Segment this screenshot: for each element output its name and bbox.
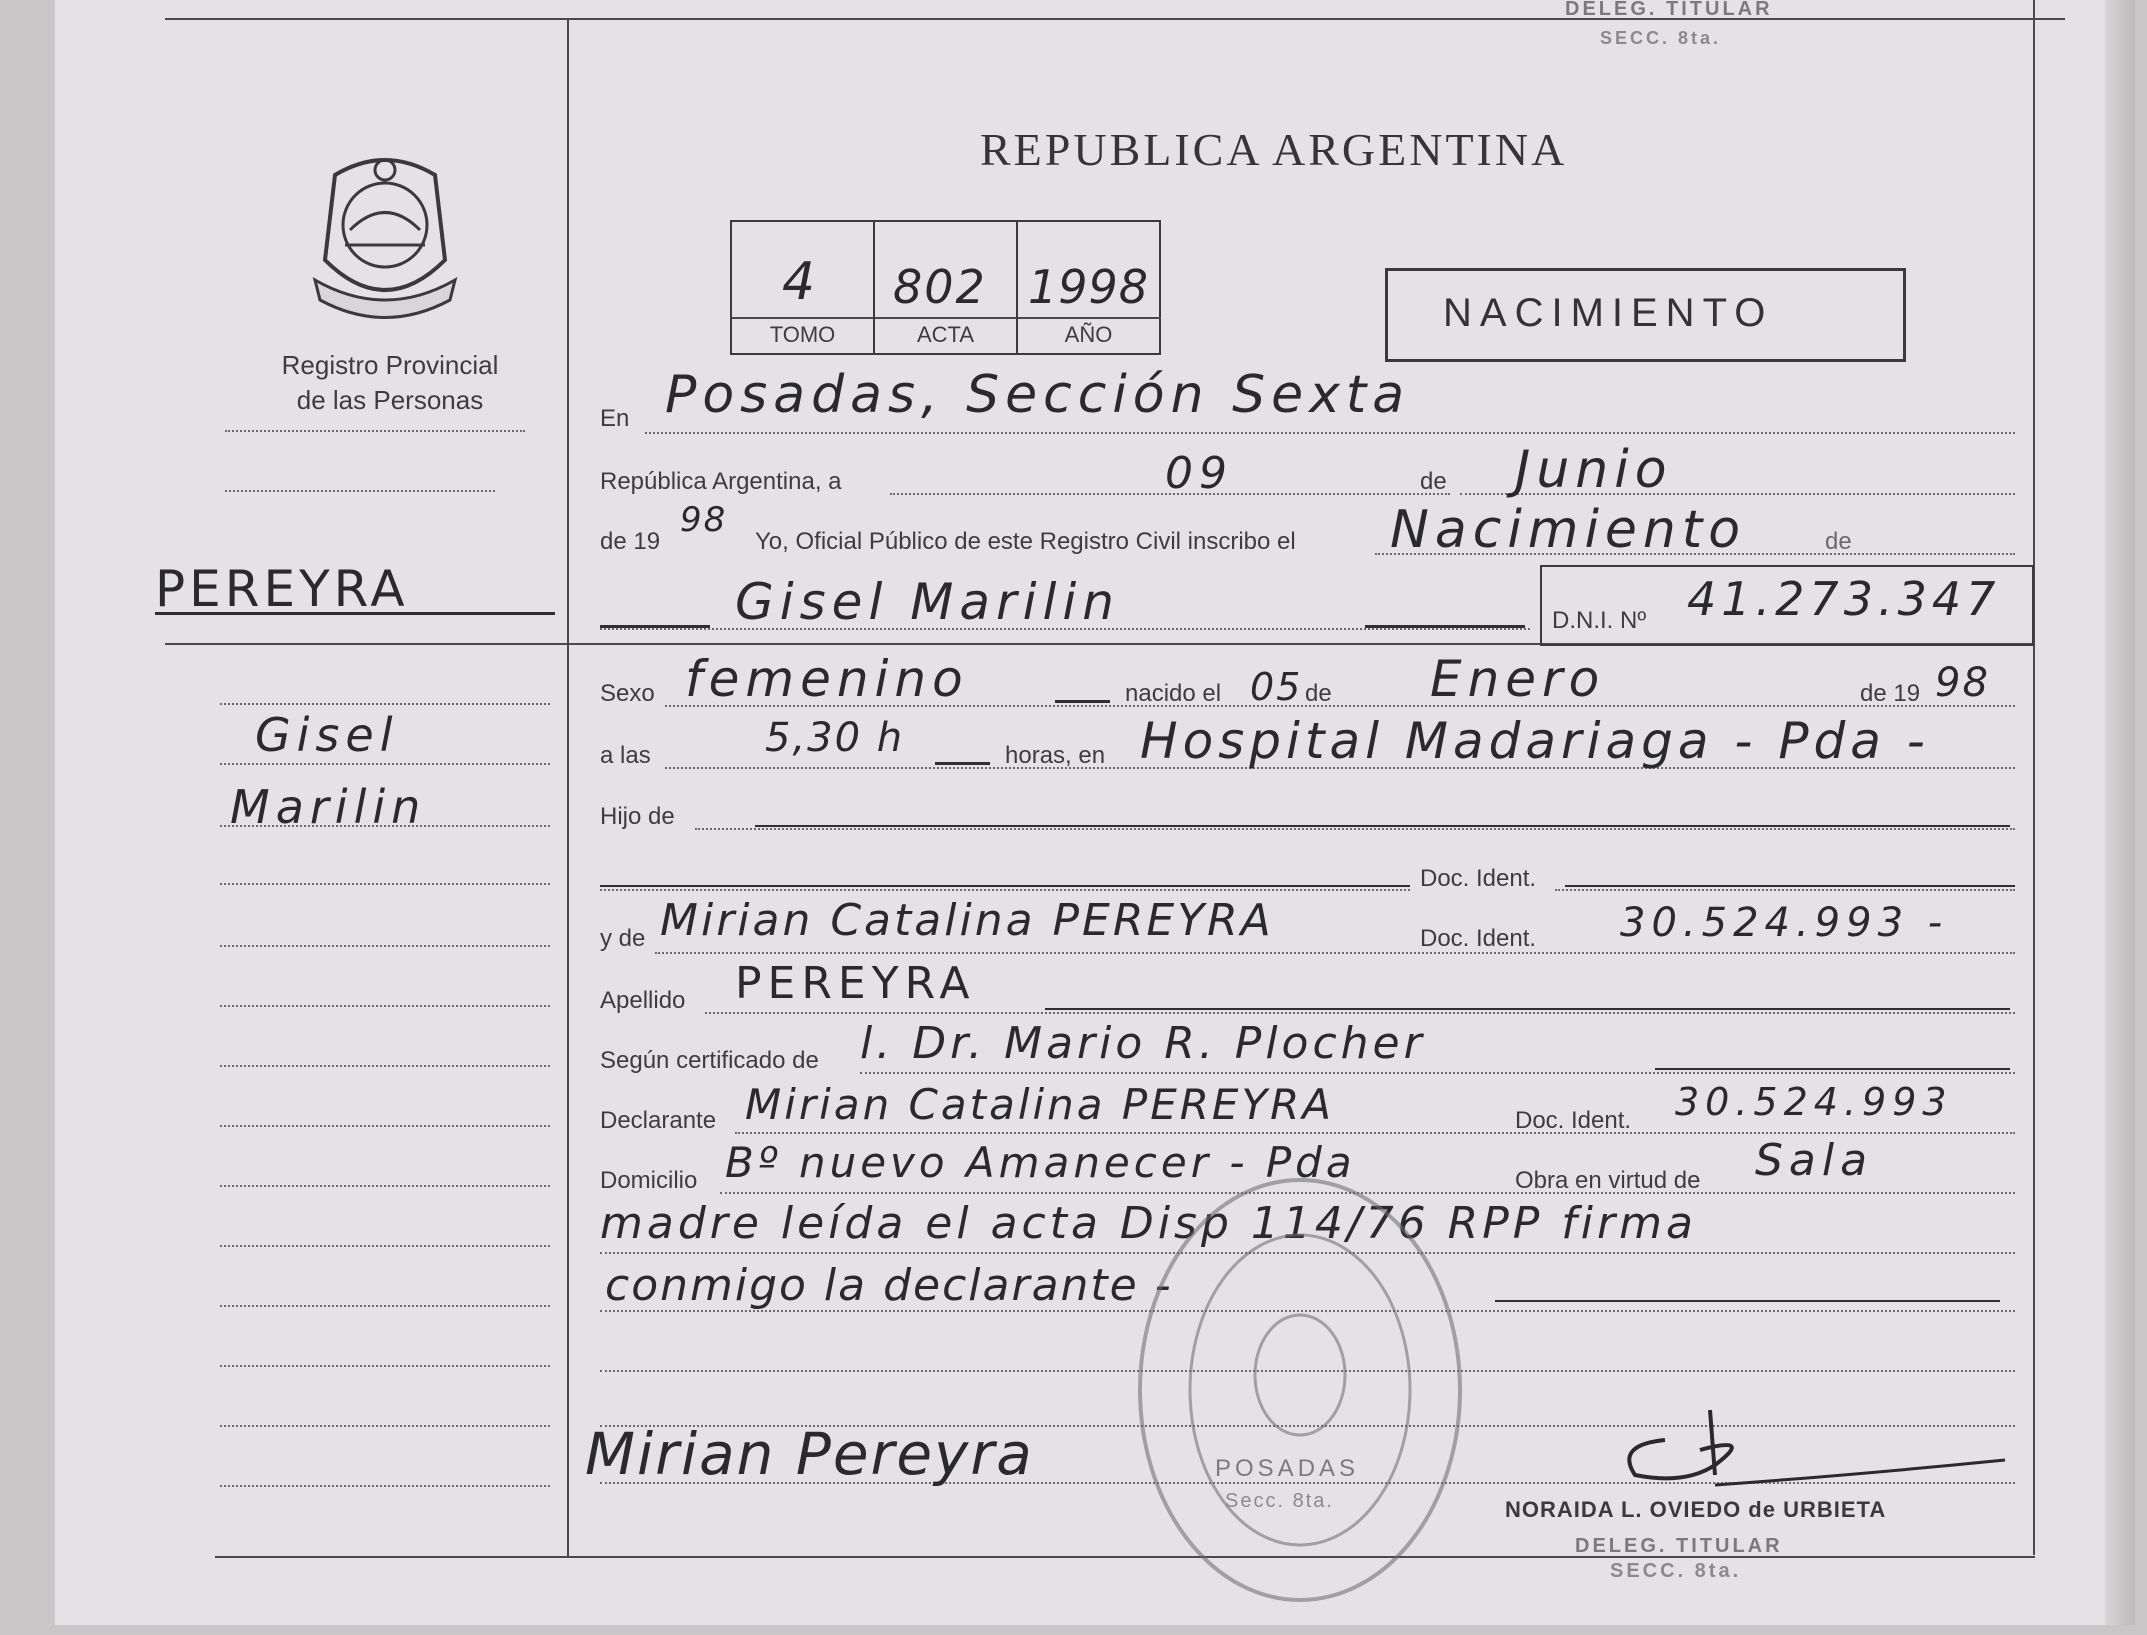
nacido-month: Enero — [1430, 650, 1606, 708]
yde-label: y de — [600, 925, 646, 952]
top-border-line — [165, 18, 2065, 20]
hijo-line — [695, 828, 2015, 830]
nacido-year: 98 — [1935, 660, 1990, 706]
hijo-dash — [755, 825, 2010, 827]
de19-label: de 19 — [600, 528, 661, 555]
dni-value: 41.273.347 — [1687, 572, 2001, 626]
yo-label: Yo, Oficial Público de este Registro Civil inscribo el — [755, 528, 1296, 555]
note-line1: madre leída el acta Disp 114/76 RPP firma — [600, 1198, 1697, 1249]
right-border — [2033, 0, 2035, 1555]
en-line — [645, 432, 2015, 434]
hora-dash — [935, 762, 990, 765]
nacido-day: 05 — [1250, 665, 1303, 709]
margin-line — [225, 430, 525, 432]
margin-line — [220, 1485, 550, 1487]
apellido-label: Apellido — [600, 987, 686, 1014]
margin-line — [220, 703, 550, 705]
doc-ident-line — [1555, 889, 2015, 891]
margin-line — [220, 883, 550, 885]
margin-line — [220, 1365, 550, 1367]
name-dash-right — [1365, 625, 1525, 628]
margin-name1: Gisel — [255, 708, 399, 762]
officer-title: DELEG. TITULAR — [1575, 1535, 1783, 1557]
margin-surname: PEREYRA — [155, 560, 409, 618]
father-doc-dash — [600, 885, 1410, 887]
republica-label: República Argentina, a — [600, 468, 842, 495]
declarante-value: Mirian Catalina PEREYRA — [745, 1080, 1335, 1129]
header-secc-text: SECC. 8ta. — [1600, 28, 1722, 48]
day-value: 09 — [1165, 448, 1233, 499]
declarant-signature: Mirian Pereyra — [585, 1420, 1034, 1488]
cell-divider — [732, 317, 875, 319]
apellido-value: PEREYRA — [735, 958, 976, 1009]
madre-doc-value: 30.524.993 - — [1620, 900, 1949, 946]
margin-line — [220, 763, 550, 765]
province-emblem-icon — [305, 150, 465, 320]
hijo-label: Hijo de — [600, 803, 675, 830]
hora-value: 5,30 h — [765, 715, 905, 761]
record-type-label: NACIMIENTO — [1443, 291, 1774, 335]
inscribo-value: Nacimiento — [1390, 500, 1747, 560]
declarante-doc-value: 30.524.993 — [1675, 1080, 1953, 1124]
certificado-label: Según certificado de — [600, 1047, 819, 1074]
tomo-caption: TOMO — [769, 322, 836, 347]
anio-caption: AÑO — [1064, 322, 1113, 347]
domicilio-value: Bº nuevo Amanecer - Pda — [725, 1138, 1356, 1187]
anio-cell — [1016, 220, 1161, 355]
nacido-de19-label: de 19 — [1860, 680, 1921, 707]
certificado-dash — [1655, 1068, 2010, 1070]
margin-line — [220, 1245, 550, 1247]
nacimiento-box — [1385, 268, 1906, 362]
declarante-line — [735, 1132, 2015, 1134]
yde-line — [655, 952, 2015, 954]
margin-name2: Marilin — [230, 780, 427, 834]
margin-line — [220, 825, 550, 827]
margin-line — [220, 1005, 550, 1007]
certificado-line — [860, 1072, 2015, 1074]
cell-divider — [875, 317, 1018, 319]
alas-label: a las — [600, 742, 651, 769]
en-label: En — [600, 405, 630, 432]
officer-secc: SECC. 8ta. — [1610, 1560, 1742, 1582]
acta-caption: ACTA — [916, 322, 975, 347]
en-value: Posadas, Sección Sexta — [665, 365, 1411, 425]
month-value: Junio — [1515, 440, 1673, 500]
tomo-cell — [730, 220, 875, 355]
margin-line — [220, 1185, 550, 1187]
dni-label: D.N.I. Nº — [1552, 607, 1647, 634]
nacido-de-label: de — [1305, 680, 1332, 707]
cell-divider — [1018, 317, 1161, 319]
sexo-dash — [1055, 700, 1110, 703]
sexo-label: Sexo — [600, 680, 655, 707]
country-title: REPUBLICA ARGENTINA — [980, 124, 1568, 175]
obra-value: Sala — [1755, 1135, 1874, 1186]
officer-name: NORAIDA L. OVIEDO de URBIETA — [1505, 1497, 1887, 1522]
column-divider — [567, 18, 569, 1558]
dni-box — [1540, 565, 2034, 646]
certificado-value: l. Dr. Mario R. Plocher — [860, 1018, 1426, 1069]
officer-signature-icon — [1595, 1405, 2015, 1495]
madre-doc-label: Doc. Ident. — [1420, 925, 1537, 952]
obra-label: Obra en virtud de — [1515, 1167, 1701, 1194]
margin-line — [220, 1065, 550, 1067]
horas-label: horas, en — [1005, 742, 1106, 769]
sexo-value: femenino — [685, 650, 969, 708]
apellido-line — [705, 1012, 2015, 1014]
domicilio-label: Domicilio — [600, 1167, 698, 1194]
year-value: 98 — [680, 500, 728, 540]
registry-name-line1: Registro Provincial — [281, 350, 499, 380]
declarante-label: Declarante — [600, 1107, 717, 1134]
de-after-label: de — [1825, 528, 1852, 555]
margin-line — [225, 490, 495, 492]
madre-value: Mirian Catalina PEREYRA — [660, 895, 1274, 946]
de-label: de — [1420, 468, 1447, 495]
note-line2: conmigo la declarante - — [605, 1260, 1173, 1311]
margin-line — [220, 945, 550, 947]
margin-surname-underline — [155, 612, 555, 615]
margin-line — [220, 1305, 550, 1307]
doc-ident-dash — [1565, 885, 2015, 887]
registry-name-line2: de las Personas — [296, 385, 484, 415]
seal-secc: Secc. 8ta. — [1225, 1490, 1334, 1512]
seal-city: POSADAS — [1215, 1455, 1360, 1482]
anio-value: 1998 — [1028, 260, 1150, 314]
tomo-value: 4 — [782, 252, 822, 312]
lugar-value: Hospital Madariaga - Pda - — [1140, 712, 1930, 770]
document-page — [55, 0, 2115, 1625]
margin-line — [220, 1425, 550, 1427]
declarante-doc-label: Doc. Ident. — [1515, 1107, 1632, 1134]
acta-value: 802 — [893, 260, 987, 314]
father-doc-line — [600, 889, 1410, 891]
margin-line — [220, 1125, 550, 1127]
nacido-label: nacido el — [1125, 680, 1222, 707]
name-value: Gisel Marilin — [735, 573, 1120, 631]
official-seal-icon — [1125, 1165, 1475, 1615]
acta-cell — [873, 220, 1018, 355]
note-dash — [1495, 1300, 2000, 1302]
apellido-dash — [1045, 1008, 2010, 1010]
header-deleg-text: DELEG. TITULAR — [1565, 0, 1773, 20]
doc-ident-label: Doc. Ident. — [1420, 865, 1537, 892]
